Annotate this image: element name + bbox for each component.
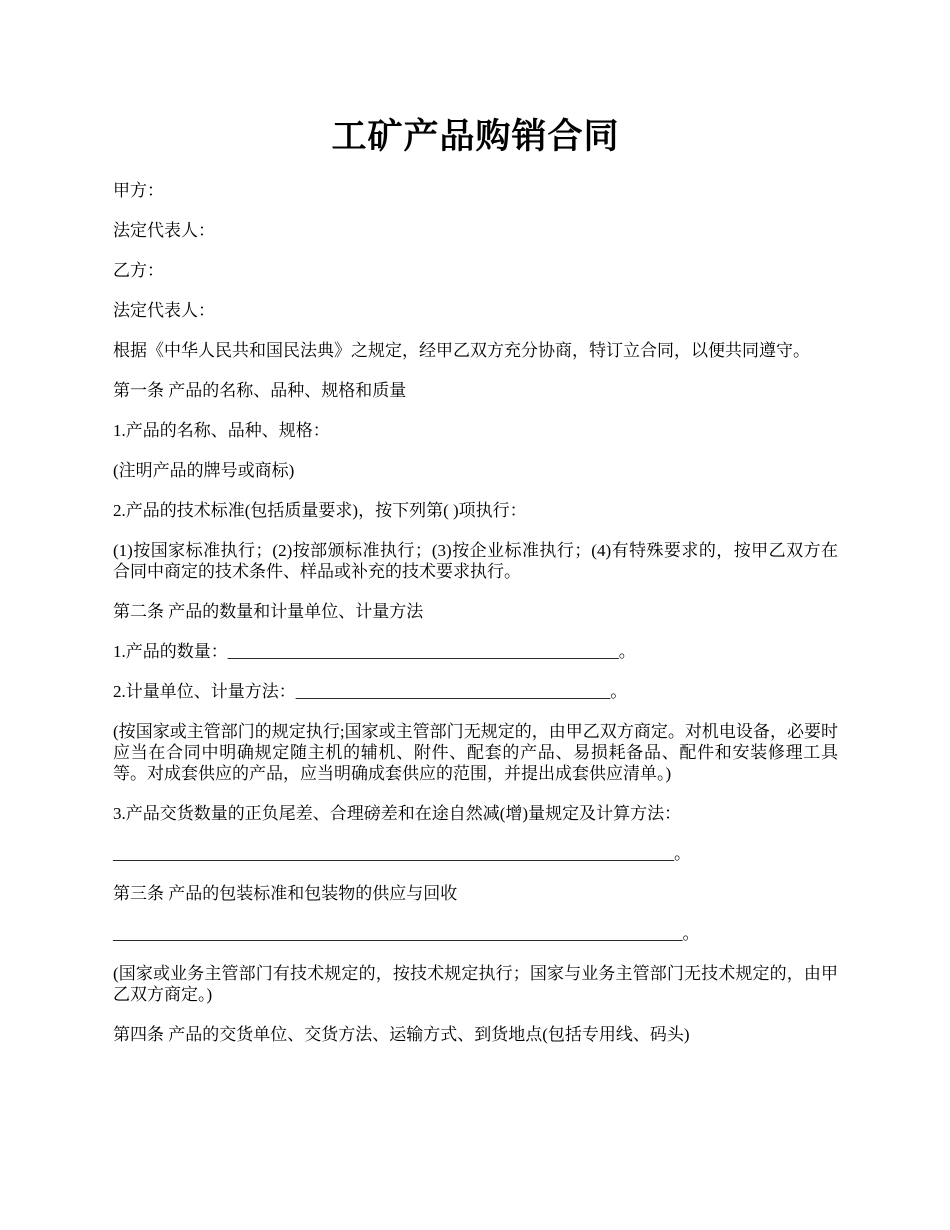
article-4-heading: 第四条 产品的交货单位、交货方法、运输方式、到货地点(包括专用线、码头)	[113, 1025, 690, 1044]
article-1-heading: 第一条 产品的名称、品种、规格和质量	[113, 381, 407, 400]
article-1-item-1: 1.产品的名称、品种、规格：	[113, 421, 330, 440]
article-3-blank: ___________________________________________________________________。	[113, 924, 700, 943]
article-3-note: (国家或业务主管部门有技术规定的，按技术规定执行；国家与业务主管部门无技术规定的，由甲乙双方商定。)	[113, 964, 838, 1004]
article-2-item-3-blank: __________________________________________________________________。	[113, 844, 691, 863]
article-2-item-3: 3.产品交货数量的正负尾差、合理磅差和在途自然减(增)量规定及计算方法：	[113, 804, 682, 823]
document-body	[113, 180, 838, 1064]
preamble-paragraph: 根据《中华人民共和国民法典》之规定，经甲乙双方充分协商，特订立合同，以便共同遵守。	[113, 341, 810, 360]
article-2-heading: 第二条 产品的数量和计量单位、计量方法	[113, 602, 424, 621]
document-title: 工矿产品购销合同	[331, 117, 620, 156]
party-a-line: 甲方：	[113, 181, 164, 200]
article-2-item-2: 2.计量单位、计量方法：_____________________________________。	[113, 682, 628, 701]
party-a-representative-line: 法定代表人：	[113, 221, 215, 240]
article-2-note: (按国家或主管部门的规定执行;国家或主管部门无规定的，由甲乙双方商定。对机电设备，必要时应当在合同中明确规定随主机的辅机、附件、配套的产品、易损耗备品、配件和安装修理工具等。对成套供应的产品，应当明确成套供应的范围，并提出成套供应清单。)	[113, 722, 838, 783]
article-1-standards-options: (1)按国家标准执行；(2)按部颁标准执行；(3)按企业标准执行；(4)有特殊要求的，按甲乙双方在合同中商定的技术条件、样品或补充的技术要求执行。	[113, 541, 838, 581]
article-1-note: (注明产品的牌号或商标)	[113, 461, 295, 480]
article-2-item-1: 1.产品的数量：______________________________________________。	[113, 642, 636, 661]
party-b-line: 乙方：	[113, 261, 164, 280]
article-1-item-2: 2.产品的技术标准(包括质量要求)，按下列第( )项执行：	[113, 501, 527, 520]
article-3-heading: 第三条 产品的包装标准和包装物的供应与回收	[113, 884, 458, 903]
party-b-representative-line: 法定代表人：	[113, 301, 215, 320]
